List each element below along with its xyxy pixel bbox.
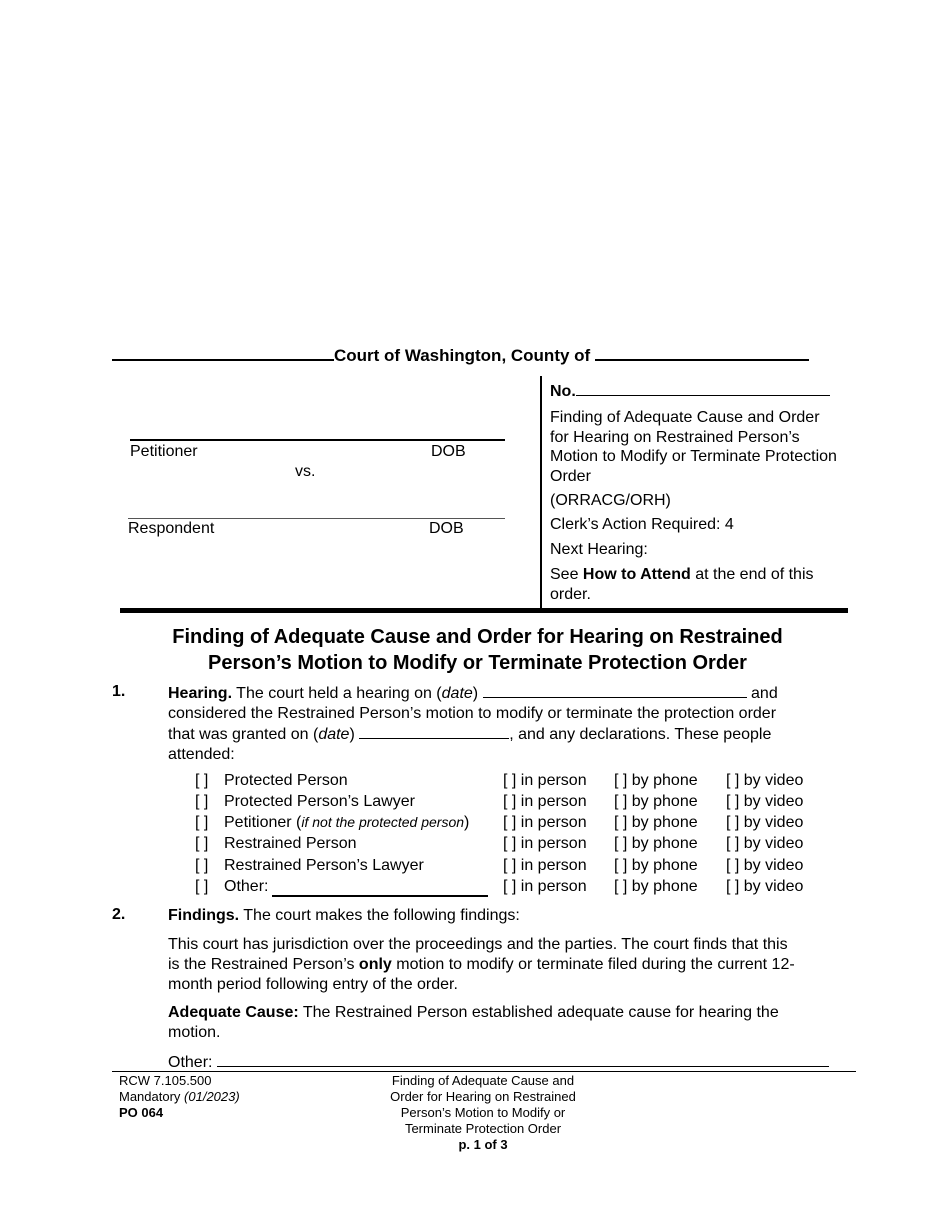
section-2-heading-line [168, 906, 840, 926]
attendee-row [195, 772, 835, 793]
respondent-name-line[interactable] [128, 518, 505, 519]
other-finding-blank[interactable] [217, 1052, 829, 1067]
by-phone-checkbox[interactable]: [ ] by phone [614, 793, 698, 810]
in-person-checkbox[interactable]: [ ] in person [503, 772, 587, 789]
jurisdiction-line-1: This court has jurisdiction over the proceedings and the parties. The court finds that this [168, 936, 788, 953]
jurisdiction-finding [168, 935, 840, 995]
other-finding [168, 1052, 840, 1073]
see-suffix: at the end of this order. [550, 566, 814, 603]
respondent-label: Respondent [128, 520, 215, 537]
attendee-checkbox[interactable]: [ ] [195, 835, 209, 852]
case-number [550, 381, 840, 401]
footer-rcw: RCW 7.105.500 [119, 1073, 212, 1088]
adequate-cause-finding [168, 1003, 840, 1043]
form-title: Finding of Adequate Cause and Order for Hearing on Restrained Person’s Motion to Modify or Terminate Protection Order [550, 409, 837, 485]
petitioner-name-line[interactable] [130, 439, 505, 441]
jurisdiction-line-3: month period following entry of the order. [168, 976, 458, 993]
attendee-row [195, 835, 835, 856]
page-title [120, 624, 835, 676]
attendee-row [195, 814, 835, 835]
hearing-text-a: The court held a hearing on ( [236, 685, 442, 702]
clerk-action: Clerk’s Action Required: 4 [550, 516, 734, 533]
date-word: date [318, 726, 350, 743]
section-2-number: 2. [112, 906, 126, 923]
by-phone-checkbox[interactable]: [ ] by phone [614, 878, 698, 895]
granted-text-b: ) [349, 726, 355, 743]
hearing-text-b: ) [472, 685, 479, 702]
hearing-line-4: attended: [168, 746, 235, 763]
see-prefix: See [550, 566, 579, 583]
court-name-blank[interactable] [112, 345, 334, 361]
attendee-name: Protected Person’s Lawyer [224, 793, 415, 810]
title-line-1: Finding of Adequate Cause and Order for Hearing on Restrained [172, 626, 783, 648]
by-video-checkbox[interactable]: [ ] by video [726, 814, 804, 831]
granted-date-blank[interactable] [359, 724, 509, 739]
hearing-line-2: considered the Restrained Person’s motion to modify or terminate the protection order [168, 705, 777, 722]
by-video-checkbox[interactable]: [ ] by video [726, 835, 804, 852]
attendee-name: Restrained Person’s Lawyer [224, 857, 424, 874]
in-person-checkbox[interactable]: [ ] in person [503, 793, 587, 810]
jurisdiction-line-2b: motion to modify or terminate filed during the current 12- [396, 956, 795, 973]
footer-page-number: p. 1 of 3 [458, 1137, 508, 1152]
in-person-checkbox[interactable]: [ ] in person [503, 878, 587, 895]
by-video-checkbox[interactable]: [ ] by video [726, 878, 804, 895]
footer-form-number: PO 064 [119, 1105, 164, 1120]
jurisdiction-line-2a: is the Restrained Person’s [168, 956, 355, 973]
only-emphasis: only [358, 956, 392, 973]
petitioner-dob-label: DOB [431, 443, 466, 460]
attendee-row [195, 857, 835, 878]
attendee-row [195, 878, 835, 899]
by-phone-checkbox[interactable]: [ ] by phone [614, 835, 698, 852]
granted-text-c: , and any declarations. These people [509, 726, 772, 743]
hearing-date-blank[interactable] [483, 683, 747, 698]
case-number-label: No. [550, 383, 576, 400]
footer-title-line-2: Order for Hearing on Restrained [390, 1089, 576, 1104]
section-1-text [168, 683, 840, 765]
footer-mandatory: Mandatory [119, 1089, 181, 1104]
section-2-heading: Findings. [168, 907, 240, 924]
section-2-intro: The court makes the following findings: [243, 907, 520, 924]
case-number-blank[interactable] [576, 381, 830, 396]
footer-title-line-3: Person’s Motion to Modify or [400, 1105, 566, 1120]
by-phone-checkbox[interactable]: [ ] by phone [614, 772, 698, 789]
footer-rule [112, 1071, 856, 1072]
adequate-cause-line-1: The Restrained Person established adequate cause for hearing the [302, 1004, 779, 1021]
attendee-checkbox[interactable]: [ ] [195, 878, 209, 895]
by-phone-checkbox[interactable]: [ ] by phone [614, 814, 698, 831]
by-video-checkbox[interactable]: [ ] by video [726, 793, 804, 810]
title-line-2: Person’s Motion to Modify or Terminate Protection Order [208, 652, 747, 674]
granted-text-a: that was granted on ( [168, 726, 319, 743]
next-hearing: Next Hearing: [550, 541, 648, 558]
how-to-attend-link: How to Attend [582, 566, 691, 583]
other-finding-label: Other: [168, 1054, 213, 1071]
in-person-checkbox[interactable]: [ ] in person [503, 814, 587, 831]
attendee-checkbox[interactable]: [ ] [195, 857, 209, 874]
attendee-checkbox[interactable]: [ ] [195, 793, 209, 810]
versus-label: vs. [295, 463, 316, 480]
footer-title-line-4: Terminate Protection Order [404, 1121, 562, 1136]
by-video-checkbox[interactable]: [ ] by video [726, 772, 804, 789]
attendee-name: Protected Person [224, 772, 348, 789]
form-code: (ORRACG/ORH) [550, 492, 671, 509]
footer-center [333, 1073, 633, 1153]
footer-title-line-1: Finding of Adequate Cause and [391, 1073, 575, 1088]
attendee-name: Other: [224, 878, 269, 895]
attendee-name [224, 814, 469, 832]
caption-divider [540, 376, 542, 610]
attendee-note: if not the protected person [301, 814, 465, 830]
by-video-checkbox[interactable]: [ ] by video [726, 857, 804, 874]
date-word: date [441, 685, 473, 702]
in-person-checkbox[interactable]: [ ] in person [503, 857, 587, 874]
attendee-name: Restrained Person [224, 835, 357, 852]
how-to-attend-note [550, 565, 840, 604]
in-person-checkbox[interactable]: [ ] in person [503, 835, 587, 852]
footer-left [119, 1073, 240, 1121]
attendee-row [195, 793, 835, 814]
footer-version: (01/2023) [184, 1089, 240, 1104]
adequate-cause-label: Adequate Cause: [168, 1004, 299, 1021]
attendee-name-text: Petitioner ( [224, 814, 302, 831]
court-title: Court of Washington, County of [334, 346, 591, 365]
section-1-number: 1. [112, 683, 126, 700]
court-heading [112, 345, 839, 366]
county-blank[interactable] [595, 345, 809, 361]
attendee-close: ) [464, 814, 470, 831]
section-1-heading: Hearing. [168, 685, 233, 702]
attendee-checkbox[interactable]: [ ] [195, 772, 209, 789]
petitioner-label: Petitioner [130, 443, 198, 460]
respondent-dob-label: DOB [429, 520, 464, 537]
caption-bottom-rule [120, 608, 848, 613]
by-phone-checkbox[interactable]: [ ] by phone [614, 857, 698, 874]
adequate-cause-line-2: motion. [168, 1024, 221, 1041]
attendee-checkbox[interactable]: [ ] [195, 814, 209, 831]
other-attendee-blank[interactable] [272, 895, 488, 897]
hearing-text-c: and [751, 685, 778, 702]
